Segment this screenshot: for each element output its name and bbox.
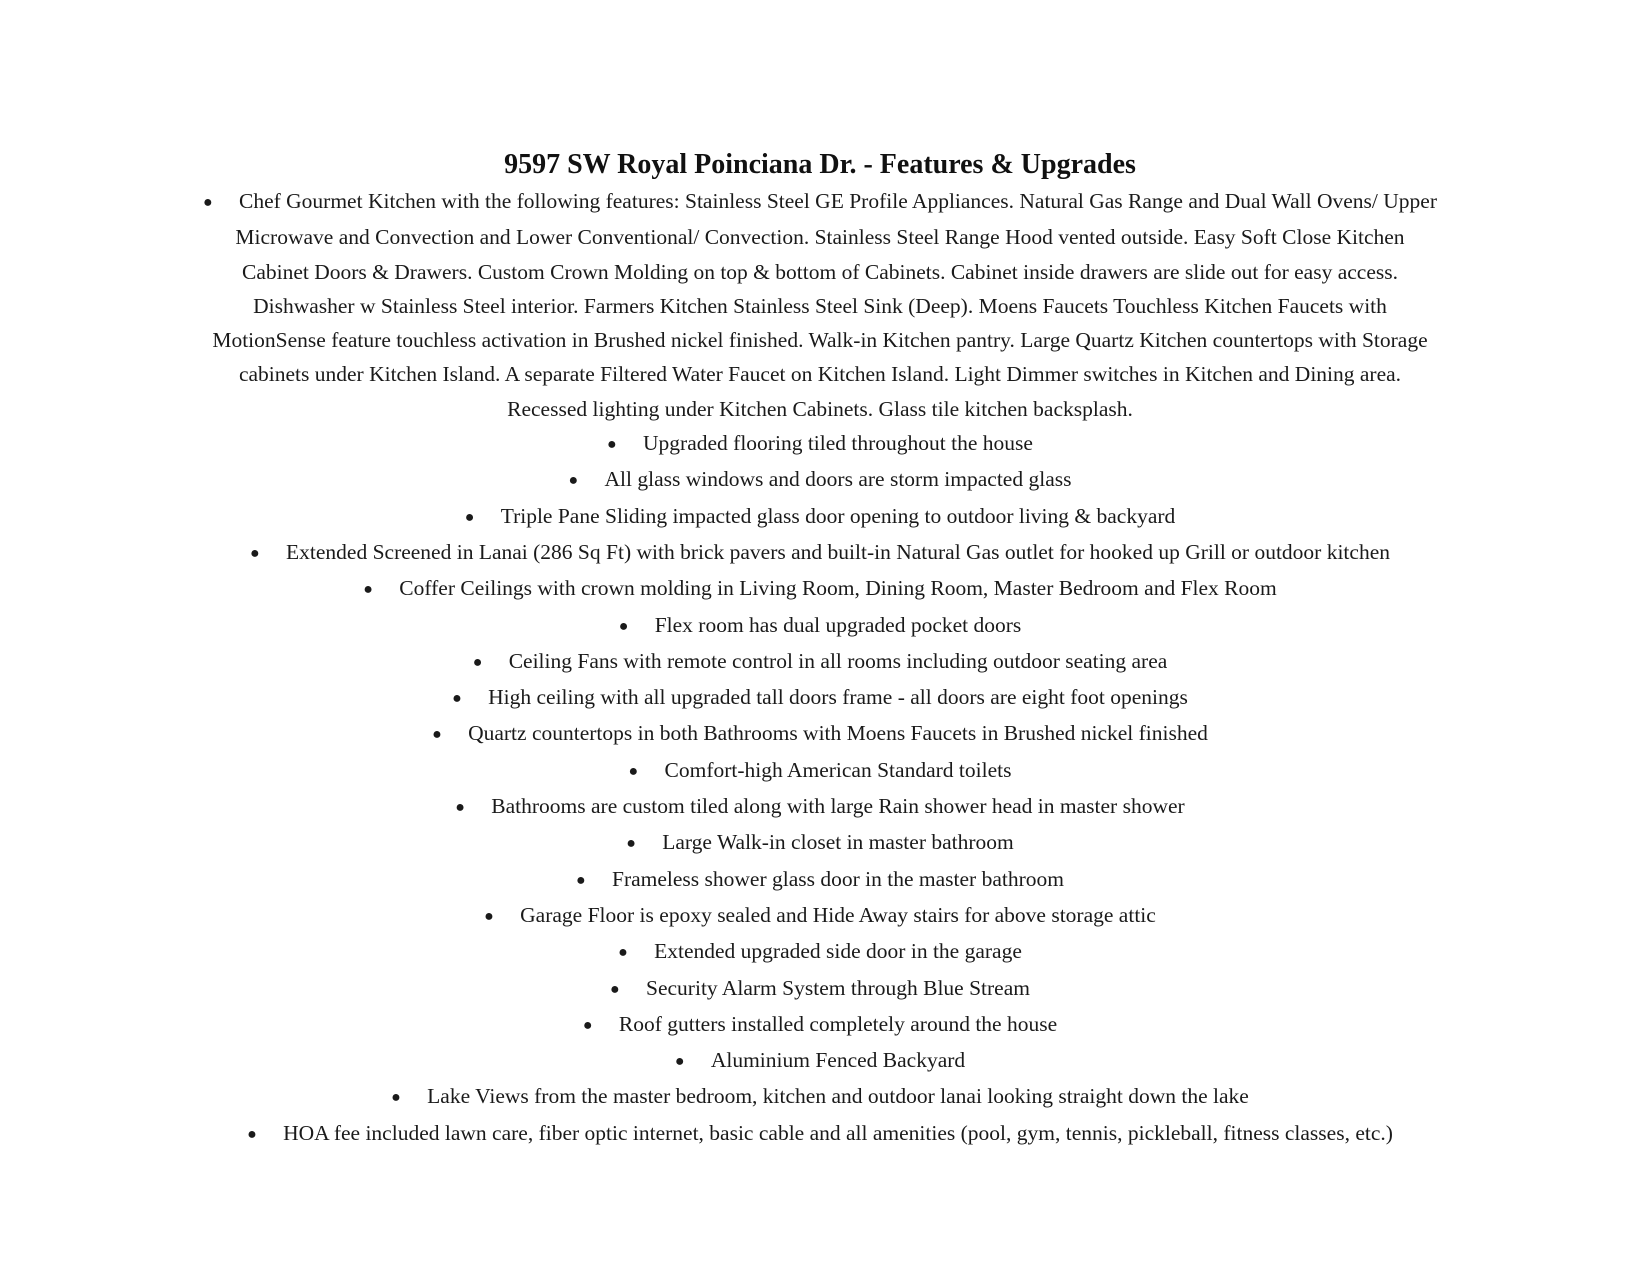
bullet-icon: ● bbox=[568, 472, 579, 490]
feature-text: Large Walk-in closet in master bathroom bbox=[662, 830, 1014, 855]
feature-list-item bbox=[200, 644, 1440, 680]
feature-list-item bbox=[200, 1079, 1440, 1115]
document-title: 9597 SW Royal Poinciana Dr. - Features & Upgrades bbox=[504, 149, 1136, 180]
bullet-icon: ● bbox=[247, 1125, 257, 1143]
feature-text: Aluminium Fenced Backyard bbox=[710, 1048, 966, 1073]
feature-list-item bbox=[200, 716, 1440, 752]
feature-text: Coffer Ceilings with crown molding in Living Room, Dining Room, Master Bedroom and Flex Room bbox=[399, 576, 1277, 601]
feature-list-item bbox=[200, 1043, 1440, 1079]
bullet-icon: ● bbox=[455, 799, 465, 817]
bullet-icon: ● bbox=[202, 194, 213, 211]
feature-text: Security Alarm System through Blue Stream bbox=[646, 975, 1030, 1000]
feature-list-item bbox=[200, 862, 1440, 898]
features-list bbox=[200, 184, 1440, 1152]
feature-list-item bbox=[200, 1116, 1440, 1152]
feature-text: Upgraded flooring tiled throughout the house bbox=[643, 431, 1033, 456]
feature-list-item bbox=[200, 825, 1440, 861]
feature-text: Bathrooms are custom tiled along with large Rain shower head in master shower bbox=[491, 794, 1185, 819]
feature-text: Quartz countertops in both Bathrooms with Moens Faucets in Brushed nickel finished bbox=[468, 721, 1208, 746]
bullet-icon: ● bbox=[628, 762, 639, 780]
bullet-icon: ● bbox=[618, 617, 629, 635]
bullet-icon: ● bbox=[464, 508, 475, 526]
feature-list-item bbox=[200, 789, 1440, 825]
feature-list-item bbox=[200, 184, 1440, 426]
feature-text: Frameless shower glass door in the master bathroom bbox=[611, 866, 1064, 891]
feature-text: Ceiling Fans with remote control in all rooms including outdoor seating area bbox=[508, 648, 1168, 673]
bullet-icon: ● bbox=[610, 980, 620, 998]
feature-text: Flex room has dual upgraded pocket doors bbox=[654, 612, 1022, 637]
feature-list-item bbox=[200, 971, 1440, 1007]
bullet-icon: ● bbox=[582, 1016, 593, 1034]
bullet-icon: ● bbox=[575, 871, 586, 889]
bullet-icon: ● bbox=[391, 1089, 401, 1107]
feature-text: Extended upgraded side door in the garage bbox=[654, 939, 1022, 964]
feature-list-item bbox=[200, 680, 1440, 716]
feature-list-item bbox=[200, 499, 1440, 535]
bullet-icon: ● bbox=[626, 835, 636, 853]
feature-list-item bbox=[200, 426, 1440, 462]
bullet-icon: ● bbox=[674, 1053, 685, 1071]
feature-text: Lake Views from the master bedroom, kitchen and outdoor lanai looking straight down the lake bbox=[427, 1084, 1249, 1109]
feature-text: Extended Screened in Lanai (286 Sq Ft) with brick pavers and built-in Natural Gas outlet for hooked up Grill or outdoor kitchen bbox=[286, 539, 1390, 564]
feature-text: Comfort-high American Standard toilets bbox=[664, 757, 1012, 782]
bullet-icon: ● bbox=[363, 581, 373, 599]
feature-list-item bbox=[200, 753, 1440, 789]
feature-text: Garage Floor is epoxy sealed and Hide Away stairs for above storage attic bbox=[520, 902, 1156, 927]
feature-text: HOA fee included lawn care, fiber optic internet, basic cable and all amenities (pool, gym, tennis, pickleball, fitness classes, etc.) bbox=[283, 1120, 1393, 1145]
bullet-icon: ● bbox=[607, 436, 617, 454]
feature-list-item bbox=[200, 608, 1440, 644]
feature-list-item bbox=[200, 571, 1440, 607]
bullet-icon: ● bbox=[472, 653, 483, 671]
feature-list-item bbox=[200, 535, 1440, 571]
feature-text: Chef Gourmet Kitchen with the following features: Stainless Steel GE Profile Appliances. Natural Gas Range and Dual Wall Ovens/ Upper Microwave and Convection and Lower Conventional/ Convection. Stainless Steel Range Hood vented outside. Easy Soft Close Kitchen Cabinet Doors & Drawers. Custom Crown Molding on top & bottom of Cabinets. Cabinet inside drawers are slide out for easy access. Dishwasher w Stainless Steel interior. Farmers Kitchen Stainless Steel Sink (Deep). Moens Faucets Touchless Kitchen Faucets with MotionSense feature touchless activation in Brushed nickel finished. Walk-in Kitchen pantry. Large Quartz Kitchen countertops with Storage cabinets under Kitchen Island. A separate Filtered Water Faucet on Kitchen Island. Light Dimmer switches in Kitchen and Dining area. Recessed lighting under Kitchen Cabinets. Glass tile kitchen backsplash. bbox=[212, 189, 1437, 421]
feature-list-item bbox=[200, 1007, 1440, 1043]
feature-text: All glass windows and doors are storm impacted glass bbox=[604, 467, 1072, 492]
bullet-icon: ● bbox=[250, 544, 260, 562]
feature-text: High ceiling with all upgraded tall doors frame - all doors are eight foot openings bbox=[488, 685, 1188, 710]
feature-list-item bbox=[200, 934, 1440, 970]
bullet-icon: ● bbox=[618, 944, 628, 962]
bullet-icon: ● bbox=[484, 907, 494, 925]
feature-list-item bbox=[200, 898, 1440, 934]
feature-text: Triple Pane Sliding impacted glass door opening to outdoor living & backyard bbox=[500, 503, 1176, 528]
feature-list-item bbox=[200, 462, 1440, 498]
bullet-icon: ● bbox=[432, 726, 442, 744]
feature-text: Roof gutters installed completely around the house bbox=[618, 1011, 1058, 1036]
document-body bbox=[200, 148, 1440, 1152]
bullet-icon: ● bbox=[452, 690, 462, 708]
